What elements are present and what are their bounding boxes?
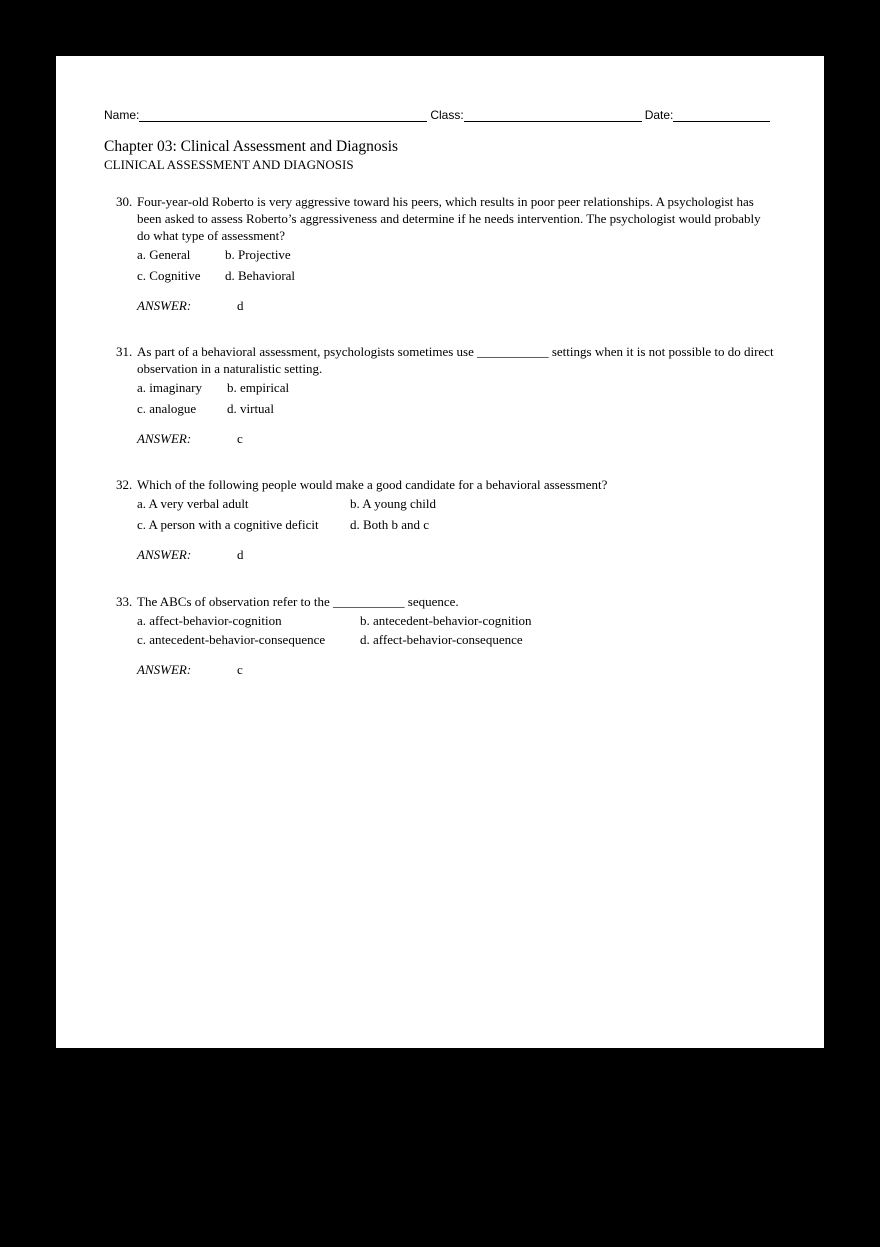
question-text: Which of the following people would make a good candidate for a behavioral assessment? [137,477,608,492]
option-b: b. A young child [350,496,436,511]
option-c: c. analogue [137,401,197,416]
option-b: b. Projective [225,247,291,262]
student-info-header [104,104,776,122]
answer-row [137,430,776,447]
question-number: 33. [116,594,133,609]
answer-value: c [237,431,243,446]
option-b: b. antecedent-behavior-cognition [360,613,532,628]
question-text: Four-year-old Roberto is very aggressive toward his peers, which results in poor peer relationships. A psychologist has been asked to assess Roberto’s aggressiveness and determine if he needs intervention. The psychologist would probably do what type of assessment? [137,194,761,243]
option-d: d. virtual [227,401,274,416]
name-label: Name: [104,108,140,122]
answer-value: c [237,662,243,677]
class-label: Class: [430,108,464,122]
question-31 [116,343,776,447]
answer-label: ANSWER: [137,662,192,677]
option-a: a. General [137,247,191,262]
option-d: d. affect-behavior-consequence [360,632,523,647]
chapter-title: Chapter 03: Clinical Assessment and Diagnosis [104,138,399,155]
option-a: a. affect-behavior-cognition [137,613,282,628]
document-page [56,56,824,1048]
answer-label: ANSWER: [137,298,192,313]
class-blank-line [464,109,642,122]
answer-label: ANSWER: [137,431,192,446]
date-label: Date: [644,108,674,122]
question-text: As part of a behavioral assessment, psychologists sometimes use ___________ settings when it is not possible to do direct observation in a naturalistic setting. [137,344,774,376]
date-blank-line [673,109,770,122]
question-number: 31. [116,344,133,359]
question-number: 32. [116,477,133,492]
option-a: a. imaginary [137,380,202,395]
question-33 [116,593,776,678]
chapter-subtitle: CLINICAL ASSESSMENT AND DIAGNOSIS [104,157,354,172]
question-30 [116,193,776,314]
question-32 [116,476,776,563]
option-b: b. empirical [227,380,290,395]
option-c: c. Cognitive [137,268,201,283]
answer-value: d [237,547,244,562]
answer-row [137,546,776,563]
answer-value: d [237,298,244,313]
name-blank-line [139,109,427,122]
answer-row [137,297,776,314]
question-number: 30. [116,194,133,209]
option-d: d. Behavioral [225,268,296,283]
answer-row [137,661,776,678]
option-a: a. A very verbal adult [137,496,249,511]
answer-label: ANSWER: [137,547,192,562]
question-text: The ABCs of observation refer to the ___________ sequence. [137,594,459,609]
option-c: c. A person with a cognitive deficit [137,517,319,532]
option-c: c. antecedent-behavior-consequence [137,632,326,647]
option-d: d. Both b and c [350,517,430,532]
